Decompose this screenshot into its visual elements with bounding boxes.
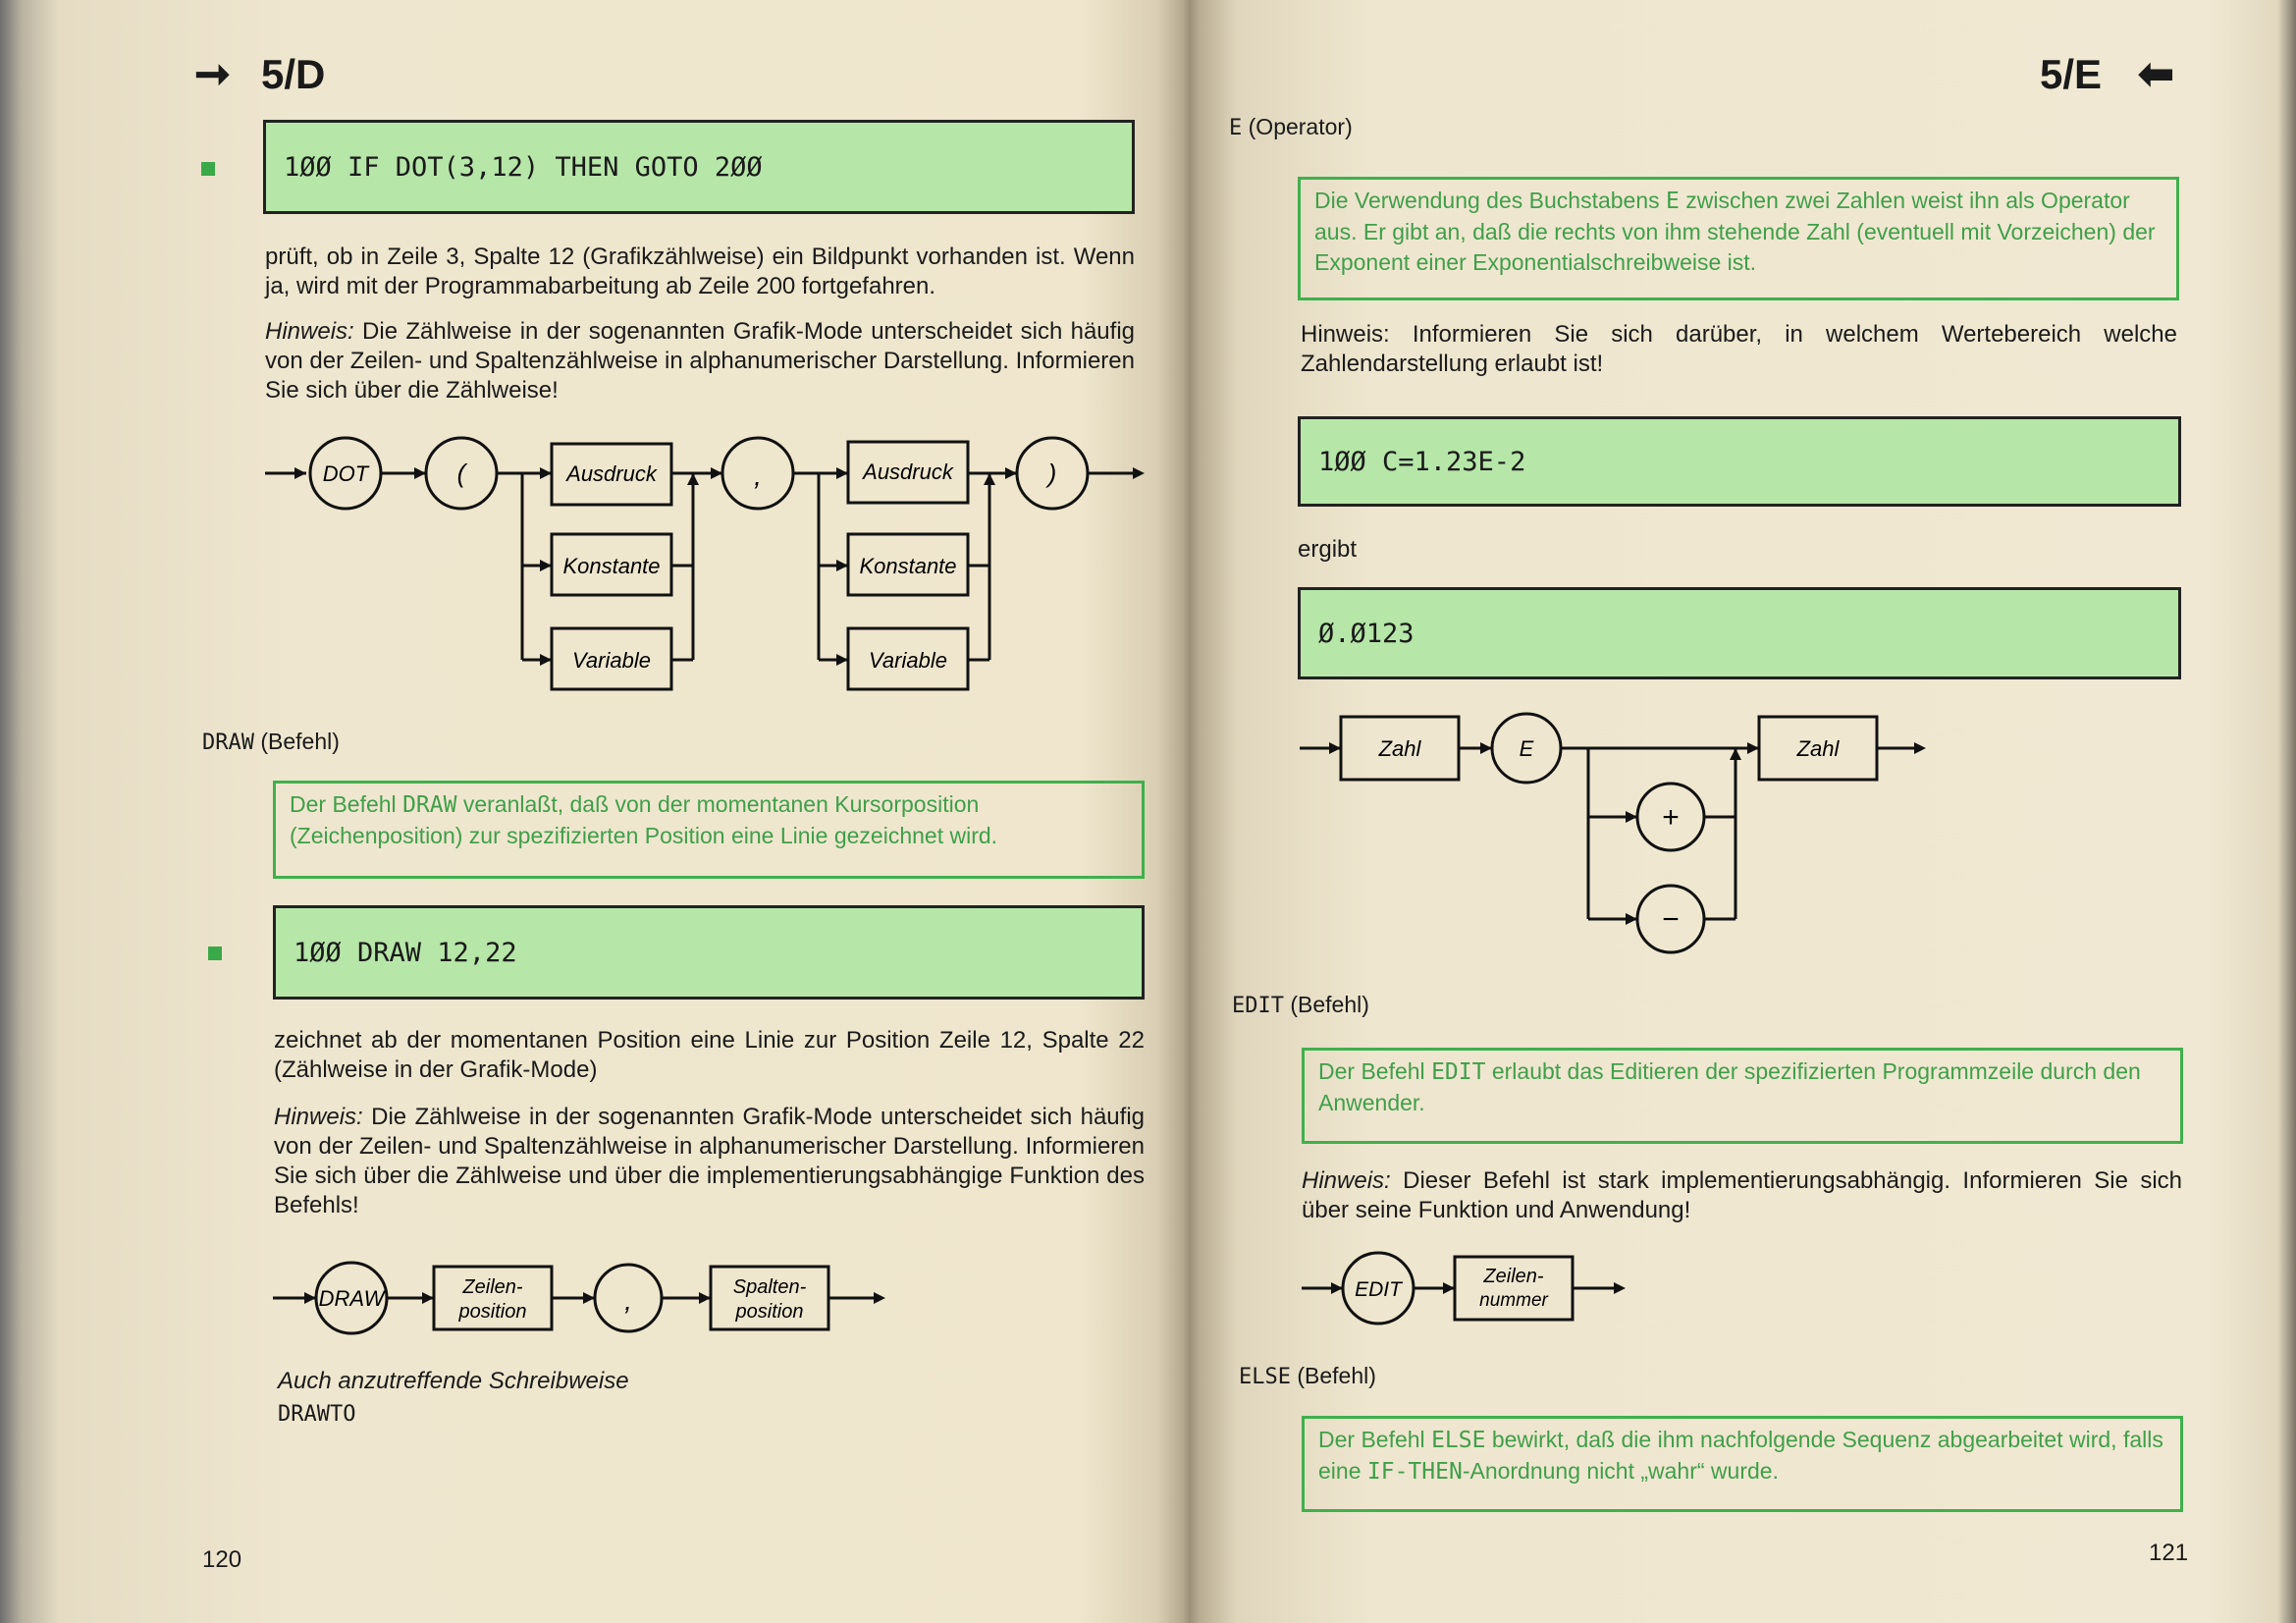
draw-explanation: zeichnet ab der momentanen Position eine Linie zur Position Zeile 12, Spalte 22 (Zählweise in der Grafik-Mode) — [274, 1027, 1145, 1083]
edit-hint — [1302, 1166, 2182, 1225]
page-header: 5/E — [2040, 51, 2103, 97]
dot-node: DOT — [322, 461, 369, 486]
right-arrow-icon: ➞ — [194, 50, 231, 98]
dot-example-code: 1ØØ IF DOT(3,12) THEN GOTO 2ØØ — [263, 120, 1135, 214]
keyword: E — [1229, 116, 1243, 140]
hint-text: Informieren Sie sich darüber, in welchem Wertebereich welche Zahlendarstellung erlaubt ist! — [1301, 321, 2177, 377]
option-ausdruck: Ausdruck — [566, 461, 657, 486]
left-arrow-icon: ⬅ — [2138, 50, 2174, 98]
hint-text: Die Zählweise in der sogenannten Grafik-Mode unterscheidet sich häufig von der Zeilen- und Spaltenzählweise in alphanumerischer Darstellung. Informieren Sie sich über die Zählweise und über die implementierungsabhängige Funktion des Befehls! — [274, 1104, 1146, 1218]
hint-label: Hinweis: — [1301, 321, 1390, 348]
def-text-rest: -Anordnung nicht „wahr“ wurde. — [1462, 1458, 1779, 1484]
draw-syntax-diagram — [265, 1257, 893, 1335]
edit-box-line2: nummer — [1479, 1290, 1548, 1311]
def-keyword: ELSE — [1431, 1428, 1486, 1453]
option-variable-2: Variable — [869, 648, 947, 673]
def-text-rest: veranlaßt, daß von der momentanen Kursorposition (Zeichenposition) zur spezifizierten Position eine Linie gezeichnet wird. — [290, 791, 998, 848]
hint-label: Hinweis: — [274, 1104, 363, 1130]
keyword-kind: (Befehl) — [1290, 992, 1369, 1017]
def-text-mid: bewirkt, daß die ihm nachfolgende Sequenz abgearbeitet wird, falls eine — [1318, 1427, 2163, 1484]
comma-node: , — [624, 1285, 632, 1316]
option-konstante: Konstante — [562, 554, 661, 578]
edit-definition-box — [1302, 1048, 2183, 1144]
comma-node: , — [754, 460, 762, 491]
example-bullet-icon — [208, 947, 222, 960]
keyword-kind: (Operator) — [1248, 114, 1353, 139]
hint-label: Hinweis: — [265, 318, 354, 345]
def-keyword: EDIT — [1431, 1059, 1486, 1085]
edit-syntax-diagram — [1298, 1247, 1690, 1325]
def-text-rest: zwischen zwei Zahlen weist ihn als Operator aus. Er gibt an, daß die rechts von ihm stehende Zahl (eventuell mit Vorzeichen) der Exponent einer Exponentialschreibweise ist. — [1314, 188, 2156, 275]
def-text: Die Verwendung des Buchstabens — [1314, 188, 1667, 213]
draw-hint — [274, 1103, 1145, 1220]
option-ausdruck-2: Ausdruck — [863, 460, 953, 484]
dot-hint — [265, 317, 1135, 406]
page-number: 120 — [202, 1546, 242, 1573]
e-example-code: 1ØØ C=1.23E-2 — [1298, 416, 2181, 507]
edit-node: EDIT — [1355, 1278, 1402, 1301]
plus-node: + — [1662, 801, 1680, 834]
row-line2: position — [458, 1301, 527, 1323]
def-text-rest: erlaubt das Editieren der spezifizierten Programmzeile durch den Anwender. — [1318, 1058, 2141, 1115]
example-bullet-icon — [201, 162, 215, 176]
option-konstante-2: Konstante — [859, 554, 957, 578]
def-text: Der Befehl — [1318, 1058, 1432, 1084]
else-definition-box — [1302, 1416, 2183, 1512]
e-result-code: Ø.Ø123 — [1298, 587, 2181, 679]
e-node: E — [1519, 736, 1534, 761]
keyword: DRAW — [202, 730, 254, 755]
draw-example-code: 1ØØ DRAW 12,22 — [273, 905, 1145, 1000]
keyword: ELSE — [1239, 1365, 1291, 1389]
keyword-kind: (Befehl) — [260, 729, 340, 754]
e-hint — [1301, 320, 2177, 379]
e-definition-box — [1298, 177, 2179, 300]
row-line1: Zeilen- — [462, 1276, 523, 1298]
draw-node: DRAW — [318, 1286, 385, 1311]
option-variable: Variable — [572, 648, 651, 673]
def-text: Der Befehl — [1318, 1427, 1432, 1452]
result-label: ergibt — [1298, 536, 1358, 563]
e-heading — [1229, 114, 1353, 140]
draw-definition-box — [273, 781, 1145, 879]
right-page — [1190, 0, 2296, 1623]
alt-spelling-label: Auch anzutreffende Schreibweise — [278, 1368, 629, 1394]
col-line2: position — [735, 1301, 804, 1323]
else-heading — [1239, 1363, 1376, 1389]
col-line1: Spalten- — [732, 1276, 807, 1298]
open-paren-node: ( — [456, 459, 466, 488]
edit-heading — [1232, 992, 1369, 1018]
def-text: Der Befehl — [290, 791, 403, 817]
keyword-kind: (Befehl) — [1297, 1363, 1376, 1388]
hint-label: Hinweis: — [1302, 1167, 1391, 1194]
dot-syntax-diagram — [255, 422, 1158, 697]
hint-text: Die Zählweise in der sogenannten Grafik-Mode unterscheidet sich häufig von der Zeilen- und Spaltenzählweise in alphanumerischer Darstellung. Informieren Sie sich über die Zählweise! — [265, 318, 1136, 404]
zahl-left: Zahl — [1378, 736, 1421, 761]
dot-explanation: prüft, ob in Zeile 3, Spalte 12 (Grafikzählweise) ein Bildpunkt vorhanden ist. Wenn ja, wird mit der Programmabarbeitung ab Zeile 200 fortgefahren. — [265, 243, 1135, 299]
minus-node: − — [1662, 903, 1680, 936]
keyword: EDIT — [1232, 994, 1284, 1018]
hint-text: Dieser Befehl ist stark implementierungsabhängig. Informieren Sie sich über seine Funktion und Anwendung! — [1302, 1167, 2182, 1223]
def-keyword: E — [1666, 189, 1680, 214]
close-paren-node: ) — [1047, 459, 1057, 488]
alt-spelling-value: DRAWTO — [278, 1402, 356, 1427]
page-number: 121 — [2149, 1540, 2189, 1566]
def-keyword: DRAW — [402, 792, 457, 818]
edit-box-line1: Zeilen- — [1483, 1266, 1544, 1287]
zahl-right: Zahl — [1796, 736, 1840, 761]
page-header: 5/D — [261, 51, 326, 97]
def-keyword-2: IF-THEN — [1366, 1459, 1463, 1485]
e-syntax-diagram — [1298, 707, 2142, 962]
draw-heading — [202, 729, 340, 755]
